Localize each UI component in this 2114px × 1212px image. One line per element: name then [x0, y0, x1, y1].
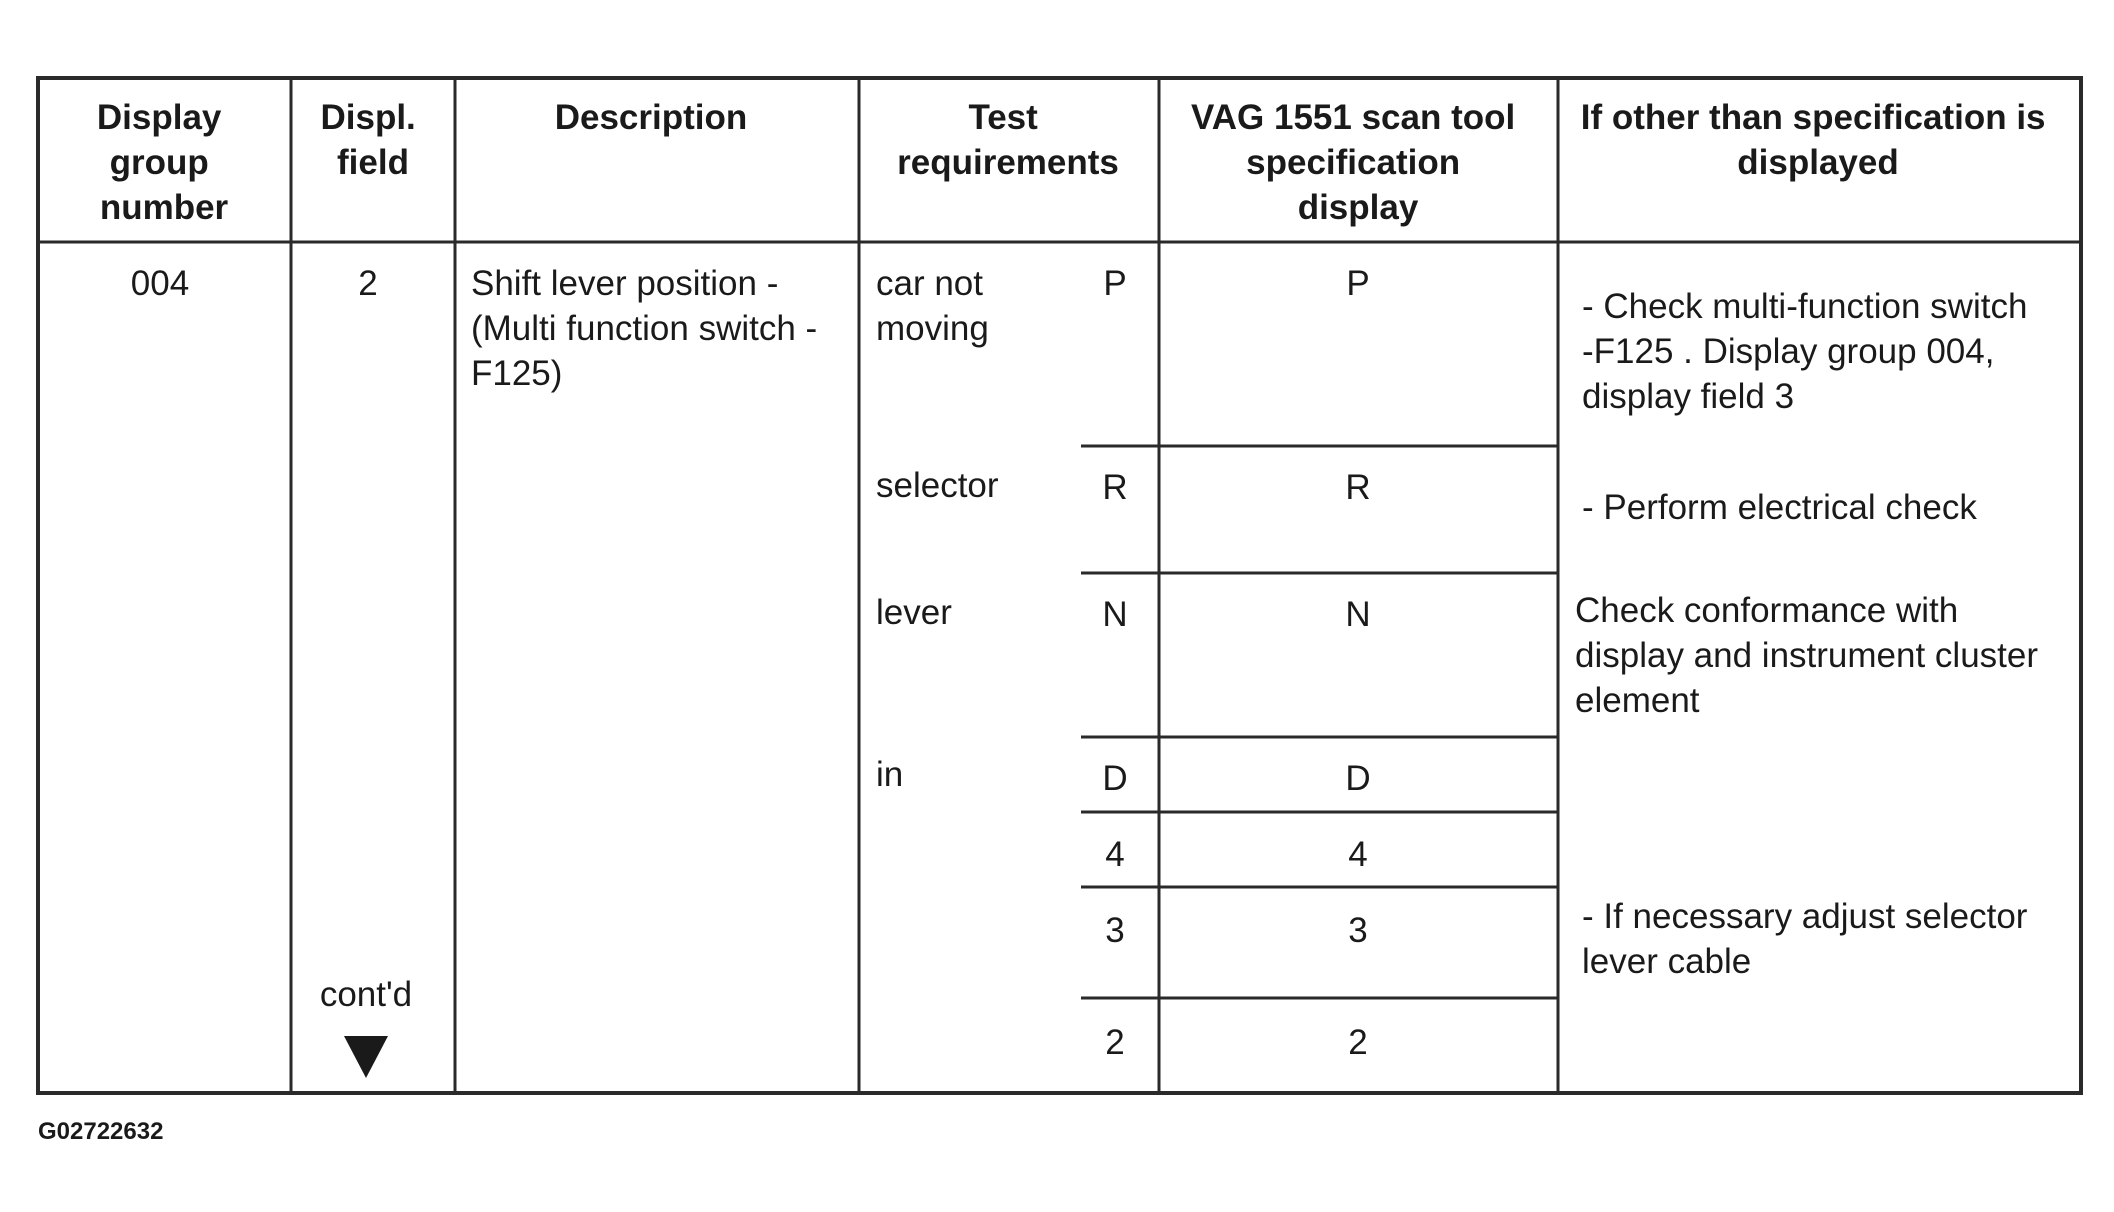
position-value: 4: [1105, 835, 1125, 874]
test-condition-car-not-moving: car not moving: [876, 264, 989, 348]
header-display-group-number: Display group number: [96, 98, 229, 227]
spec-value: N: [1345, 595, 1371, 634]
spec-value: R: [1345, 468, 1371, 507]
remedy-electrical-check: - Perform electrical check: [1582, 488, 1977, 527]
selector-positions: [1102, 264, 1127, 1062]
test-condition-selector: selector: [876, 466, 999, 505]
description-text: Shift lever position - (Multi function switch - F125): [471, 264, 818, 393]
position-value: D: [1102, 759, 1128, 798]
test-condition-in: in: [876, 755, 904, 794]
header-displ-field: Displ. field: [320, 98, 416, 182]
down-triangle-icon: [344, 1036, 388, 1078]
table-grid: [38, 78, 2081, 1093]
spec-values: [1345, 264, 1370, 1062]
figure-id: G02722632: [38, 1118, 164, 1145]
position-value: R: [1102, 468, 1128, 507]
position-value: 3: [1105, 911, 1125, 950]
remedy-check-switch: - Check multi-function switch -F125 . Display group 004, display field 3: [1582, 287, 2028, 416]
position-value: 2: [1105, 1023, 1125, 1062]
test-condition-lever: lever: [876, 593, 952, 632]
display-field-value: 2: [358, 264, 378, 303]
header-test-requirements: Test requirements: [897, 98, 1119, 182]
position-value: N: [1102, 595, 1128, 634]
spec-value: D: [1345, 759, 1371, 798]
spec-value: 2: [1348, 1023, 1368, 1062]
spec-value: P: [1346, 264, 1370, 303]
spec-value: 3: [1348, 911, 1368, 950]
display-group-value: 004: [130, 264, 190, 303]
header-description: Description: [554, 98, 748, 137]
table-border: [38, 78, 2081, 1093]
position-value: P: [1103, 264, 1127, 303]
header-spec-display: VAG 1551 scan tool specification display: [1191, 98, 1516, 227]
header-if-other: If other than specification is displayed: [1580, 98, 2046, 182]
continued-label: cont'd: [319, 975, 413, 1014]
remedy-conformance-check: Check conformance with display and instrument cluster element: [1575, 591, 2038, 720]
spec-value: 4: [1348, 835, 1368, 874]
remedy-adjust-cable: - If necessary adjust selector lever cable: [1582, 897, 2028, 981]
